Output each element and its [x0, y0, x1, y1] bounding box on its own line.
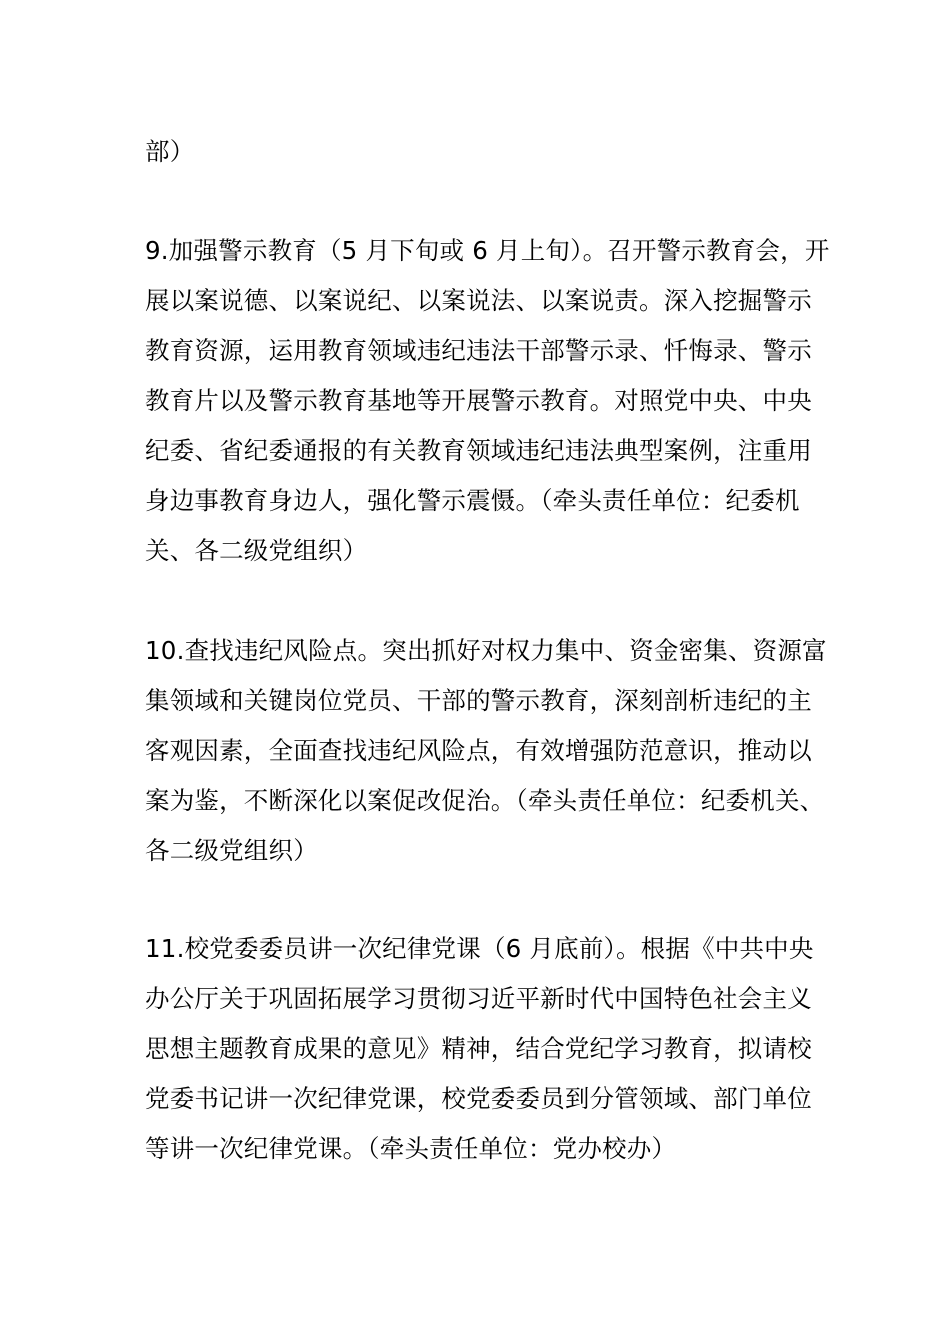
paragraph-line: 纪委、省纪委通报的有关教育领域违纪违法典型案例，注重用: [145, 436, 812, 465]
paragraph-line: 办公厅关于巩固拓展学习贯彻习近平新时代中国特色社会主义: [145, 984, 812, 1013]
paragraph-line: 10.查找违纪风险点。突出抓好对权力集中、资金密集、资源富: [145, 636, 827, 665]
paragraph-line: 9.加强警示教育（5 月下旬或 6 月上旬）。召开警示教育会，开: [145, 236, 830, 265]
paragraph-line: 教育片以及警示教育基地等开展警示教育。对照党中央、中央: [145, 386, 812, 415]
paragraph-line: 11.校党委委员讲一次纪律党课（6 月底前）。根据《中共中央: [145, 934, 814, 963]
paragraph-line: 党委书记讲一次纪律党课，校党委委员到分管领域、部门单位: [145, 1084, 812, 1113]
paragraph-fragment-line: 部）: [145, 137, 195, 166]
paragraph-line: 思想主题教育成果的意见》精神，结合党纪学习教育，拟请校: [145, 1034, 812, 1063]
paragraph-line: 教育资源，运用教育领域违纪违法干部警示录、忏悔录、警示: [145, 336, 812, 365]
paragraph-line: 身边事教育身边人，强化警示震慑。（牵头责任单位：纪委机: [145, 486, 800, 515]
paragraph-line: 各二级党组织）: [145, 836, 318, 865]
paragraph-line: 集领域和关键岗位党员、干部的警示教育，深刻剖析违纪的主: [145, 686, 812, 715]
paragraph-line: 案为鉴，不断深化以案促改促治。（牵头责任单位：纪委机关、: [145, 786, 825, 815]
paragraph-line: 等讲一次纪律党课。（牵头责任单位：党办校办）: [145, 1134, 677, 1163]
paragraph-line: 客观因素，全面查找违纪风险点，有效增强防范意识，推动以: [145, 736, 812, 765]
paragraph-line: 关、各二级党组织）: [145, 536, 368, 565]
paragraph-line: 展以案说德、以案说纪、以案说法、以案说责。深入挖掘警示: [145, 286, 812, 315]
